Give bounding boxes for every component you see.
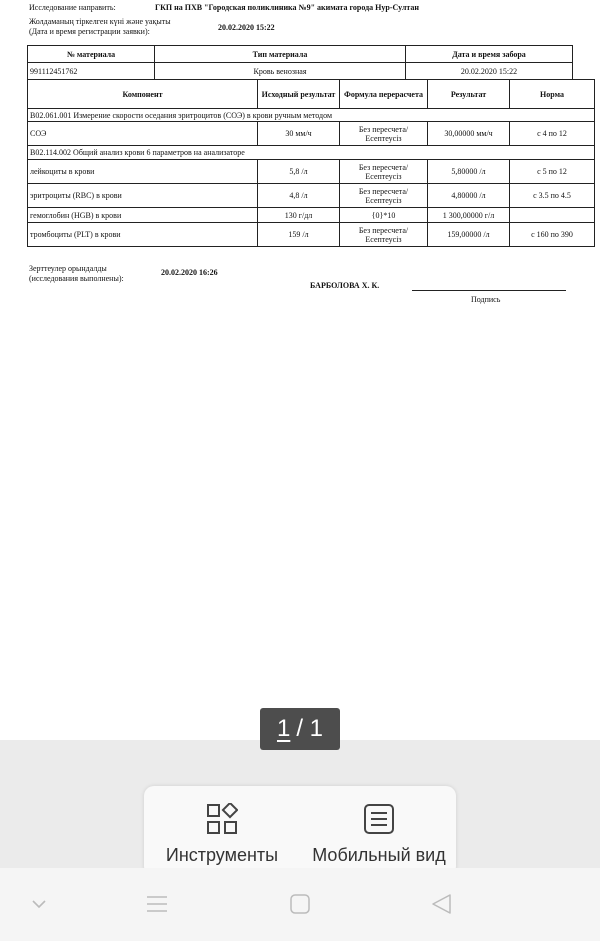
norm-cell: с 4 по 12: [510, 122, 595, 146]
menu-icon[interactable]: [146, 892, 168, 918]
sampling-datetime: 20.02.2020 15:22: [406, 63, 573, 80]
formula-cell: Без пересчета/ Есептеусіз: [340, 122, 428, 146]
result-cell: 1 300,00000 г/л: [428, 208, 510, 223]
document-lines-icon: [362, 803, 396, 835]
registration-label-ru: (Дата и время регистрации заявки):: [29, 27, 150, 36]
norm-cell: с 5 по 12: [510, 160, 595, 184]
section-title: B02.061.001 Измерение скорости оседания эритроцитов (СОЭ) в крови ручным методом: [28, 109, 595, 122]
material-number-header: № материала: [28, 46, 155, 63]
sampling-datetime-header: Дата и время забора: [406, 46, 573, 63]
result-cell: 159,00000 /л: [428, 223, 510, 247]
organization-name: ГКП на ПХВ "Городская поликлиника №9" акимата города Нур-Султан: [155, 3, 419, 12]
direct-label: Исследование направить:: [29, 3, 116, 12]
doctor-name: БАРБОЛОВА Х. К.: [310, 281, 380, 290]
signature-line: [412, 290, 566, 291]
source-result-cell: 5,8 /л: [258, 160, 340, 184]
bottom-toolbar: [144, 786, 456, 876]
component-cell: лейкоциты в крови: [28, 160, 258, 184]
chevron-down-icon[interactable]: [30, 892, 48, 918]
source-result-header: Исходный результат: [258, 80, 340, 109]
total-pages: / 1: [296, 715, 324, 742]
formula-cell: Без пересчета/ Есептеусіз: [340, 160, 428, 184]
result-cell: 4,80000 /л: [428, 184, 510, 208]
formula-cell: Без пересчета/ Есептеусіз: [340, 223, 428, 247]
result-cell: 5,80000 /л: [428, 160, 510, 184]
material-number: 991112451762: [28, 63, 155, 80]
component-cell: тромбоциты (PLT) в крови: [28, 223, 258, 247]
formula-cell: Без пересчета/ Есептеусіз: [340, 184, 428, 208]
registration-datetime: 20.02.2020 15:22: [218, 23, 275, 32]
formula-header: Формула перерасчета: [340, 80, 428, 109]
result-cell: 30,00000 мм/ч: [428, 122, 510, 146]
table-row: [28, 223, 595, 247]
grid-diamond-icon: [206, 803, 238, 835]
results-table: [27, 79, 595, 247]
formula-cell: {0}*10: [340, 208, 428, 223]
source-result-cell: 4,8 /л: [258, 184, 340, 208]
material-table: [27, 45, 573, 80]
component-cell: эритроциты (RBC) в крови: [28, 184, 258, 208]
norm-cell: с 3.5 по 4.5: [510, 184, 595, 208]
source-result-cell: 159 /л: [258, 223, 340, 247]
material-type-header: Тип материала: [155, 46, 406, 63]
completed-label-ru: (исследования выполнены):: [29, 274, 124, 283]
result-header: Результат: [428, 80, 510, 109]
page-indicator: [260, 708, 340, 750]
registration-label-kz: Жолдаманың тіркелген күні және уақыты: [29, 17, 171, 26]
table-row: [28, 208, 595, 223]
source-result-cell: 30 мм/ч: [258, 122, 340, 146]
material-type: Кровь венозная: [155, 63, 406, 80]
tools-label: Инструменты: [165, 845, 279, 865]
table-row: [28, 122, 595, 146]
home-square-icon[interactable]: [289, 892, 311, 918]
norm-cell: с 160 по 390: [510, 223, 595, 247]
mobile-view-label: Мобильный вид: [312, 845, 446, 865]
completed-label-kz: Зерттеулер орындалды: [29, 264, 107, 273]
norm-cell: [510, 208, 595, 223]
norm-header: Норма: [510, 80, 595, 109]
completed-datetime: 20.02.2020 16:26: [161, 268, 218, 277]
component-cell: гемоглобин (HGB) в крови: [28, 208, 258, 223]
back-triangle-icon[interactable]: [430, 892, 454, 918]
signature-label: Подпись: [471, 295, 501, 304]
section-title: B02.114.002 Общий анализ крови 6 параметров на анализаторе: [28, 146, 595, 160]
table-row: [28, 184, 595, 208]
source-result-cell: 130 г/дл: [258, 208, 340, 223]
mobile-view-button[interactable]: [306, 786, 452, 866]
current-page: 1: [276, 715, 291, 742]
component-cell: СОЭ: [28, 122, 258, 146]
table-row: [28, 160, 595, 184]
tools-button[interactable]: [158, 786, 286, 866]
component-header: Компонент: [28, 80, 258, 109]
